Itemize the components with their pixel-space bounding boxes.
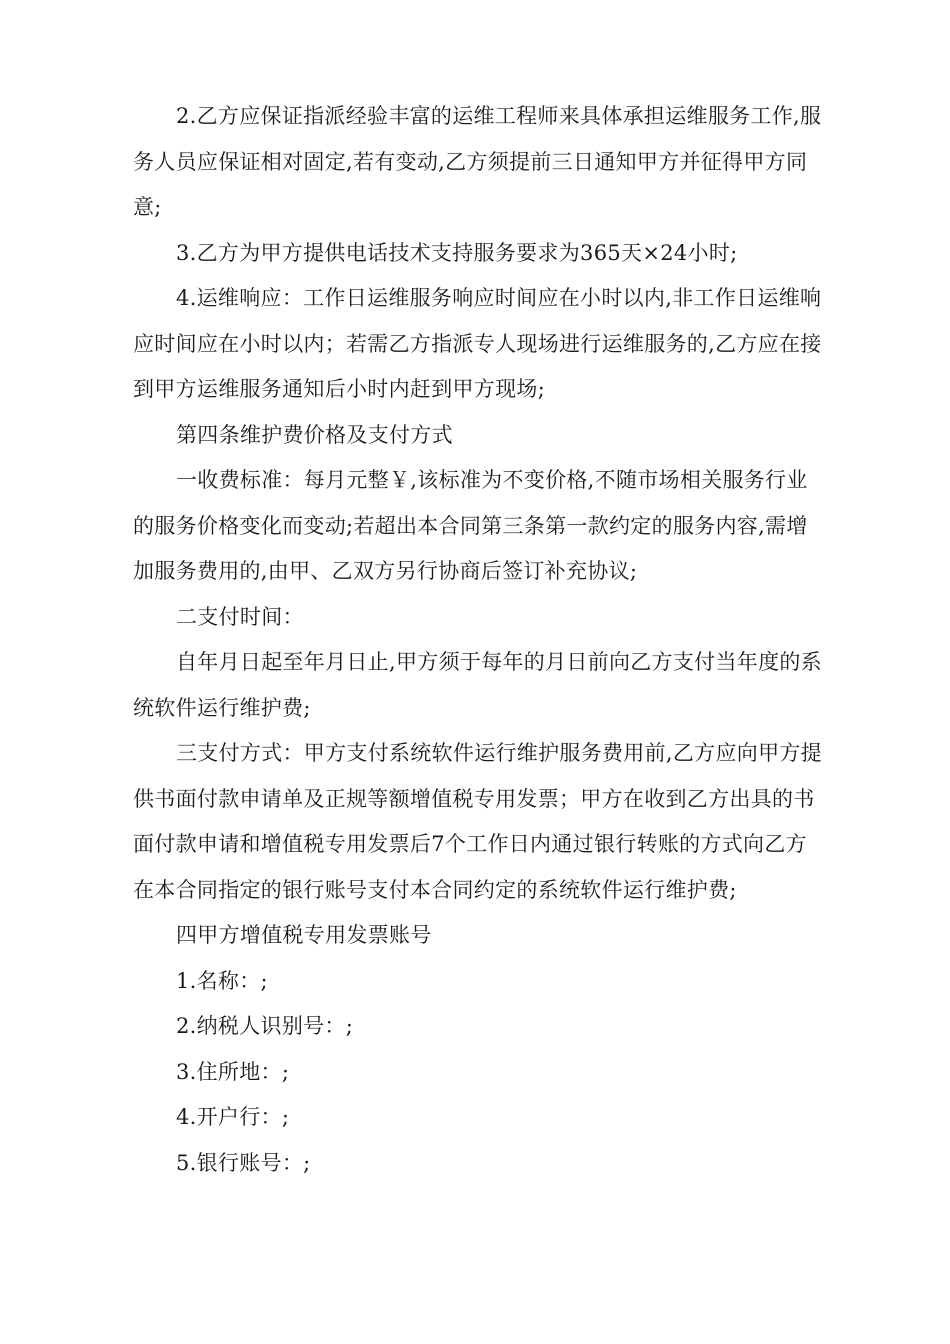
subheading-invoice-account: 四甲方增值税专用发票账号 (176, 923, 432, 947)
invoice-field-bank: 4.开户行：; (176, 1105, 290, 1129)
invoice-field-name: 1.名称：; (176, 968, 268, 993)
subheading-payment-time: 二支付时间： (176, 604, 304, 629)
clause-engineer-assignment: 2.乙方应保证指派经验丰富的运维工程师来具体承担运维服务工作,服务人员应保证相对固定,若有变动,乙方须提前三日通知甲方并征得甲方同意; (133, 104, 822, 219)
document-page (133, 94, 826, 1186)
clause-phone-support: 3.乙方为甲方提供电话技术支持服务要求为365天×24小时; (176, 240, 738, 265)
clause-payment-period: 自年月日起至年月日止,甲方须于每年的月日前向乙方支付当年度的系统软件运行维护费; (133, 650, 822, 720)
invoice-field-address: 3.住所地：; (176, 1059, 290, 1084)
section-heading-article-four: 第四条维护费价格及支付方式 (176, 422, 453, 447)
invoice-field-account-number: 5.银行账号：; (176, 1150, 311, 1175)
clause-fee-standard: 一收费标准：每月元整￥,该标准为不变价格,不随市场相关服务行业的服务价格变化而变动;若超出本合同第三条第一款约定的服务内容,需增加服务费用的,由甲、乙双方另行协商后签订补充协议; (133, 468, 808, 583)
invoice-field-taxpayer-id: 2.纳税人识别号：; (176, 1014, 354, 1038)
clause-response-time: 4.运维响应：工作日运维服务响应时间应在小时以内,非工作日运维响应时间应在小时以内；若需乙方指派专人现场进行运维服务的,乙方应在接到甲方运维服务通知后小时内赶到甲方现场; (133, 286, 822, 401)
clause-payment-method: 三支付方式：甲方支付系统软件运行维护服务费用前,乙方应向甲方提供书面付款申请单及正规等额增值税专用发票；甲方在收到乙方出具的书面付款申请和增值税专用发票后7个工作日内通过银行转账的方式向乙方在本合同指定的银行账号支付本合同约定的系统软件运行维护费; (133, 741, 822, 902)
